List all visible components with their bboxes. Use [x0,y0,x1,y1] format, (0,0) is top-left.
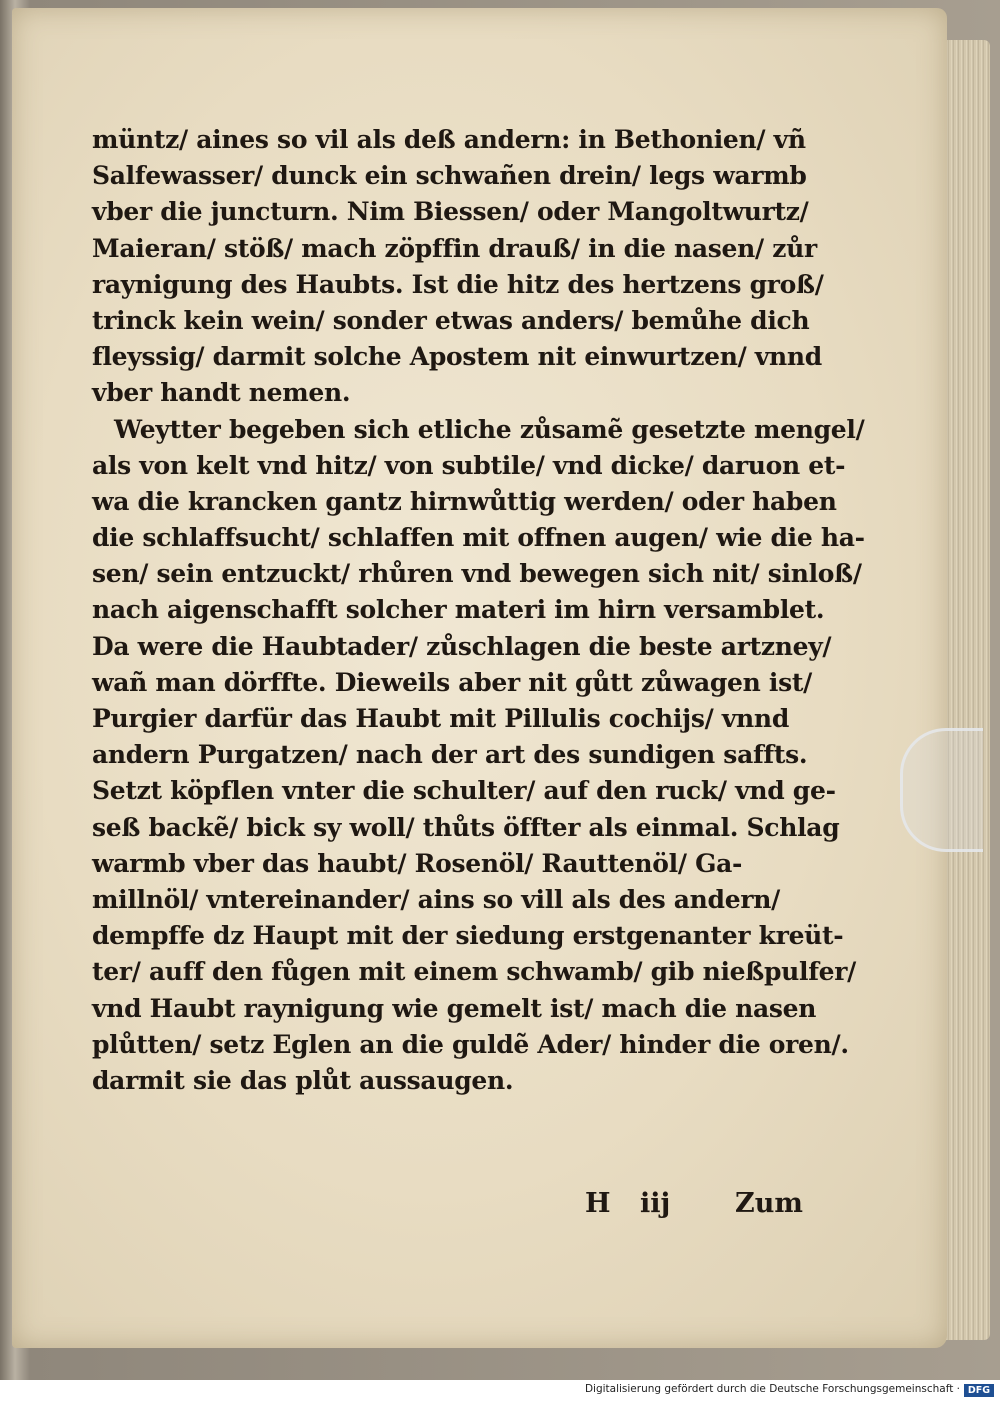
text-line: als von kelt vnd hitz/ von subtile/ vnd dicke/ daruon et- [92,450,846,480]
text-line: fleyssig/ darmit solche Apostem nit einwurtzen/ vnnd [92,342,822,372]
signature-number: iij [640,1188,671,1219]
text-line: müntz/ aines so vil als deß andern: in Bethonien/ vñ [92,125,806,154]
footer-bar [0,1380,1000,1402]
text-line: plůtten/ setz Eglen an die guldẽ Ader/ hinder die oren/. [92,1029,849,1059]
text-line: die schlaffsucht/ schlaffen mit offnen augen/ wie die ha- [92,523,865,553]
text-line: wa die krancken gantz hirnwůttig werden/ oder haben [92,486,837,516]
page-text [92,122,865,1099]
funding-note: Digitalisierung gefördert durch die Deutsche Forschungsgemeinschaft · [584,1383,960,1395]
catchword: Zum [735,1188,803,1219]
text-line: Setzt köpflen vnter die schulter/ auf den ruck/ vnd ge- [92,776,836,806]
text-line: Purgier darfür das Haubt mit Pillulis cochijs/ vnnd [92,704,789,733]
text-line: Da were die Haubtader/ zůschlagen die beste artzney/ [92,631,832,661]
text-line: darmit sie das plůt aussaugen. [92,1065,514,1095]
text-line: Weytter begeben sich etliche zůsamẽ gesetzte mengel/ [114,414,865,444]
text-line: dempffe dz Haupt mit der siedung erstgenanter kreüt- [92,921,844,951]
text-line: raynigung des Haubts. Ist die hitz des hertzens groß/ [92,269,824,299]
text-line: nach aigenschafft solcher materi im hirn versamblet. [92,595,825,625]
text-line: millnöl/ vntereinander/ ains so vill als des andern/ [92,884,780,914]
text-line: vnd Haubt raynigung wie gemelt ist/ mach die nasen [92,993,817,1023]
text-line: ter/ auff den fůgen mit einem schwamb/ gib nießpulfer/ [92,957,856,987]
text-line: Salfewasser/ dunck ein schwañen drein/ legs warmb [92,161,807,191]
dfg-logo: DFG [964,1384,994,1397]
text-line: seß backẽ/ bick sy woll/ thůts öffter als einmal. Schlag [92,812,840,842]
text-line: sen/ sein entzuckt/ rhůren vnd bewegen sich nit/ sinloß/ [92,559,862,589]
text-line: Maieran/ stöß/ mach zöpffin drauß/ in die nasen/ zůr [92,233,817,263]
text-line: andern Purgatzen/ nach der art des sundigen saffts. [92,740,808,770]
text-line: vber die juncturn. Nim Biessen/ oder Mangoltwurtz/ [92,197,809,227]
page-clip [900,728,983,852]
signature-mark: H [585,1188,611,1219]
text-line: trinck kein wein/ sonder etwas anders/ bemůhe dich [92,305,810,335]
text-line: vber handt nemen. [92,378,351,408]
text-line: warmb vber das haubt/ Rosenöl/ Rauttenöl/ Ga- [92,848,743,878]
text-line: wañ man dörffte. Dieweils aber nit gůtt zůwagen ist/ [92,667,812,697]
